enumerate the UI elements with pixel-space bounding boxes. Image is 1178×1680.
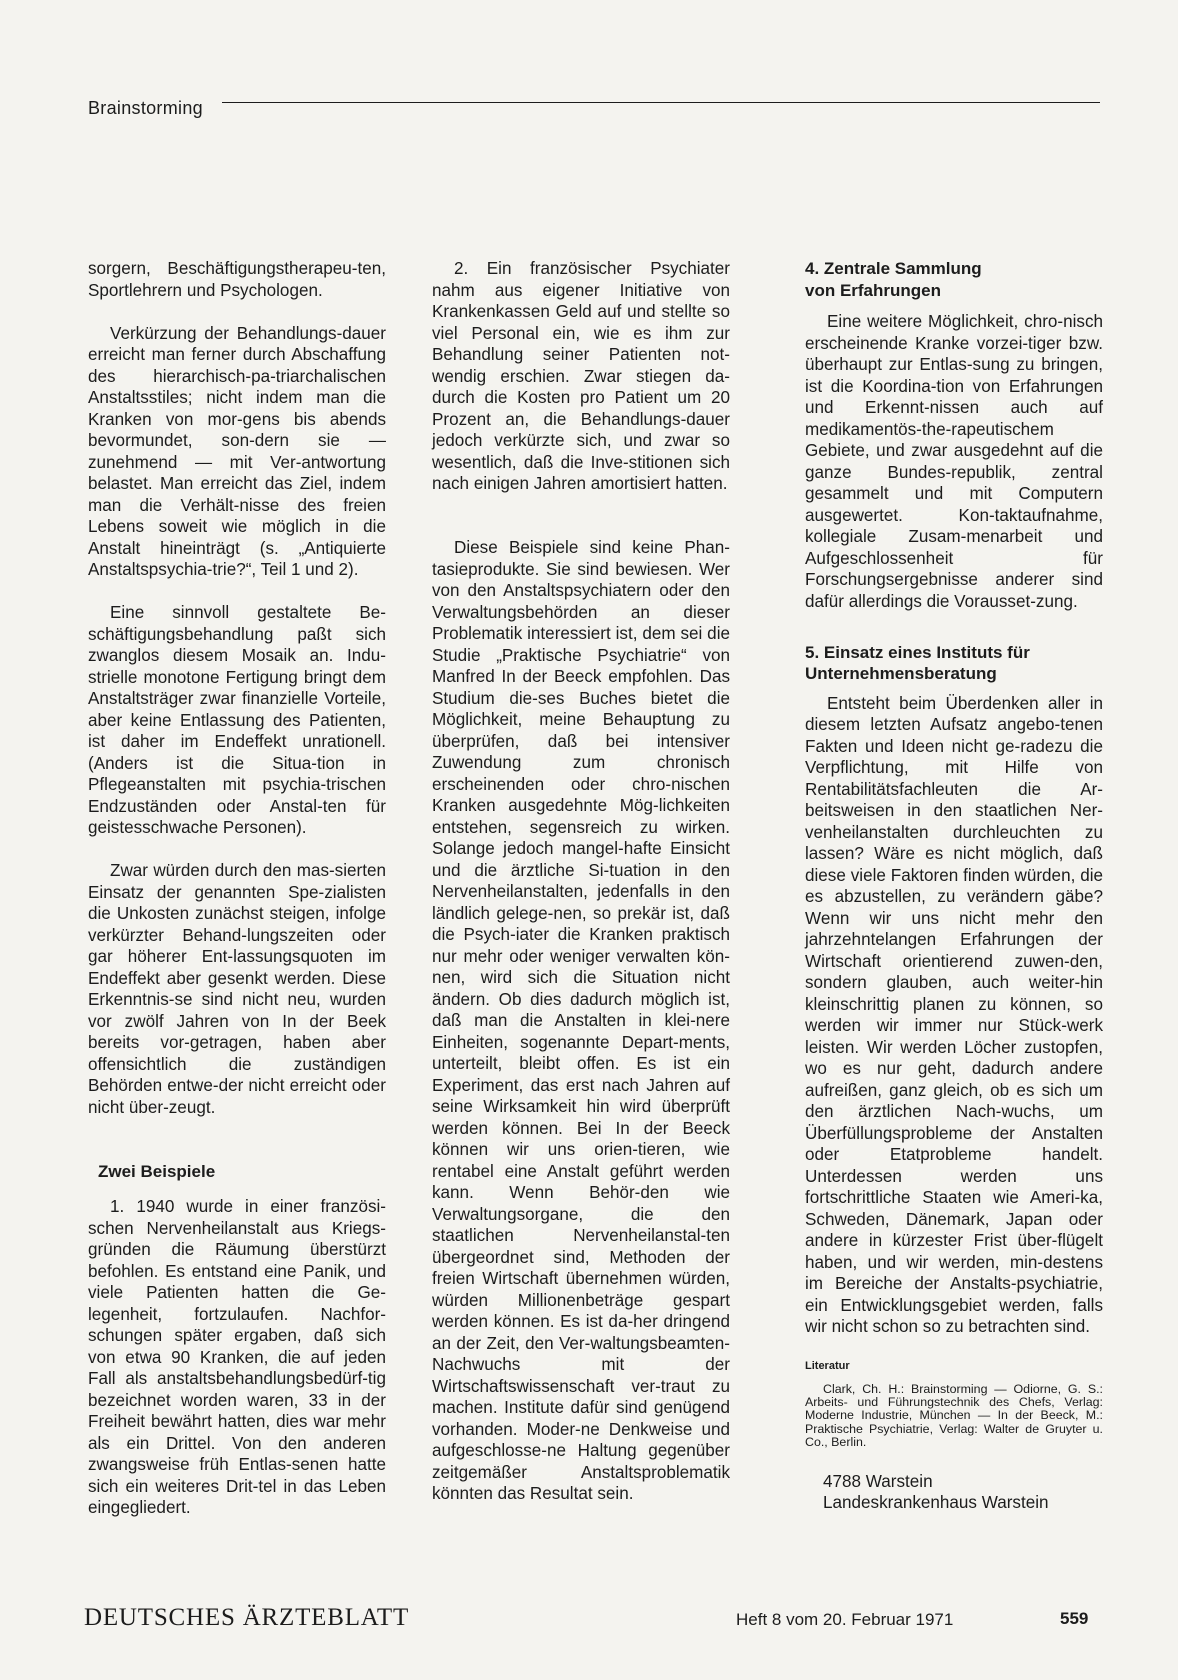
column-2: [432, 258, 730, 1526]
journal-title: DEUTSCHES ÄRZTEBLATT: [84, 1604, 410, 1631]
heading-line: Unternehmensberatung: [805, 664, 997, 683]
section-heading: Zwei Beispiele: [98, 1161, 216, 1181]
paragraph: Eine sinnvoll gestaltete Be-schäftigungsbehandlung paßt sich zwanglos diesem Mosaik an. Indu-strielle monotone Fertigung bringt dem Anstaltsträger zwar finanzielle Vorteile, aber keine Entlassung des Patienten, ist daher im Endeffekt unrationell. (Anders ist die Situa-tion in Pflegeanstalten mit psychia-trischen Endzuständen oder Anstal-ten für geistesschwache Personen).: [88, 603, 386, 837]
heading-line: von Erfahrungen: [805, 280, 942, 300]
paragraph: 2. Ein französischer Psychiater nahm aus eigener Initiative von Krankenkassen Geld auf und stellte so viel Personal ein, wie es ihm zur Behandlung seiner Patienten not-wendig erschien. Zwar stiegen da-durch die Kosten pro Patient um 20 Prozent an, die Behandlungs-dauer jedoch verkürzte sich, und zwar so wesentlich, daß die Inve-stitionen sich nach einigen Jahren amortisiert hatten.: [432, 259, 730, 493]
heading-line: 4. Zentrale Sammlung: [805, 259, 982, 278]
heading-line: 5. Einsatz eines Instituts für: [805, 642, 1030, 662]
paragraph: Eine weitere Möglichkeit, chro-nisch erscheinende Kranke vorzei-tiger bzw. überhaupt zur Entlas-sung zu bringen, ist die Koordina-tion von Erfahrungen und Erkennt-nissen auch auf medikamentös-the-rapeutischem Gebiete, und zwar ausgedehnt auf die ganze Bundes-republik, zentral gesammelt und mit Computern ausgewertet. Kon-taktaufnahme, kollegiale Zusam-menarbeit und Aufgeschlossenheit für Forschungsergebnisse anderer sind dafür allerdings die Vorausset-zung.: [805, 312, 1103, 611]
paragraph: Diese Beispiele sind keine Phan-tasieprodukte. Sie sind bewiesen. Wer von den Anstaltspsychiatern oder den Verwaltungsbehörden an dieser Problematik interessiert ist, dem sei die Studie „Praktische Psychiatrie“ von Manfred In der Beeck empfohlen. Das Studium die-ses Buches bietet die Möglichkeit, meine Behauptung zu überprüfen, daß bei intensiver Zuwendung zum chronisch erscheinenden oder chro-nischen Kranken ausgedehnte Mög-lichkeiten entstehen, segensreich zu wirken. Solange jedoch mangel-hafte Einsicht und die ärztliche Si-tuation in den Nervenheilanstalten, jedenfalls in den ländlich gelege-nen, so prekär ist, daß die Psych-iater die Kranken praktisch nur mehr oder weniger verwalten kön-nen, wird sich die Situation nicht ändern. Ob dies dadurch möglich ist, daß man die Anstalten in klei-nere Einheiten, sogenannte Depart-ments, unterteilt, bleibt offen. Es ist ein Experiment, das erst nach Jahren auf seine Wirksamkeit hin wird überprüft werden können. Bei In der Beeck können wir uns orien-tieren, wie rentabel eine Anstalt geführt werden kann. Wenn Behör-den wie Verwaltungsorgane, die den staatlichen Nervenheilanstal-ten übergeordnet sind, Methoden der freien Wirtschaft übernehmen würden, würden Millionenbeträge gespart werden können. Es ist da-her dringend an der Zeit, den Ver-waltungsbeamten-Nachwuchs mit der Wirtschaftswissenschaft ver-traut zu machen. Institute dafür sind genügend vorhanden. Moder-ne Denkweise und aufgeschlosse-ne Haltung gegenüber zeitgemäßer Anstaltsproblematik könnten das Resultat sein.: [432, 538, 730, 1503]
paragraph: Entsteht beim Überdenken aller in diesem letzten Aufsatz angebo-tenen Fakten und Ideen nicht ge-radezu die Verpflichtung, mit Hilfe von Rentabilitätsfachleuten die Ar-beitsweisen in den staatlichen Ner-venheilanstalten durchleuchten zu lassen? Wäre es nicht möglich, daß diese viele Faktoren finden würden, die es abzustellen, zu verändern gäbe? Wenn wir uns nicht mehr den jahrzehntelangen Erfahrungen der Wirtschaft orientierend zuwen-den, sondern glauben, auch weiter-hin kleinschrittig planen zu können, so werden wir immer nur Stück-werk leisten. Wir werden Löcher zustopfen, wo es nur geht, dadurch andere aufreißen, ganz gleich, ob es sich um den ärztlichen Nach-wuchs, um Überfüllungsprobleme der Anstalten oder Etatprobleme handelt. Unterdessen werden uns fortschrittliche Staaten wie Ameri-ka, Schweden, Dänemark, Japan oder andere in kürzester Frist über-flügelt haben, und wir werden, min-destens im Bereiche der Anstalts-psychiatrie, ein Entwicklungsgebiet werden, falls wir nicht schon so zu betrachten sind.: [805, 693, 1103, 1336]
literature-text: Clark, Ch. H.: Brainstorming — Odiorne, G. S.: Arbeits- und Führungstechnik des Chefs, Verlag: Moderne Industrie, München — In der Beeck, M.: Praktische Psychiatrie, Verlag: Walter de Gruyter u. Co., Berlin.: [805, 1382, 1103, 1449]
paragraph: Verkürzung der Behandlungs-dauer erreicht man ferner durch Abschaffung des hierarchisch-pa-triarchalischen Anstaltsstiles; nicht indem man die Kranken von mor-gens bis abends bevormundet, son-dern sie — zunehmend — mit Ver-antwortung belastet. Man erreicht das Ziel, indem man die Verhält-nisse des freien Lebens soweit wie möglich in die Anstalt hineinträgt (s. „Antiquierte Anstaltspsychia-trie?“, Teil 1 und 2).: [88, 323, 386, 579]
issue-info: Heft 8 vom 20. Februar 1971: [736, 1610, 954, 1629]
paragraph: Zwar würden durch den mas-sierten Einsatz der genannten Spe-zialisten die Unkosten zunächst steigen, infolge verkürzter Behand-lungszeiten oder gar höherer Ent-lassungsquoten im Endeffekt aber gesenkt werden. Diese Erkenntnis-se sind nicht neu, wurden vor zwölf Jahren von In der Beek bereits vor-getragen, haben aber offensichtlich die zuständigen Behörden entwe-der nicht erreicht oder nicht über-zeugt.: [88, 861, 386, 1117]
author-address: [805, 1471, 1103, 1514]
column-1: [88, 258, 386, 1540]
page-number: 559: [1060, 1609, 1089, 1628]
paragraph: 1. 1940 wurde in einer französi-schen Nervenheilanstalt aus Kriegs-gründen die Räumung überstürzt befohlen. Es entstand eine Panik, und viele Patienten hatten die Ge-legenheit, fortzulaufen. Nachfor-schungen später ergaben, daß sich von etwa 90 Kranken, die auf jeden Fall als anstaltsbehandlungsbedürf-tig bezeichnet worden waren, 33 in der Freiheit bewährt hatten, dies war mehr als ein Drittel. Von den anderen zwangsweise früh Entlas-senen hatte sich ein weiteres Drit-tel in das Leben eingegliedert.: [88, 1197, 386, 1517]
header-rule: [222, 102, 1100, 103]
section-heading: [805, 258, 1103, 301]
section-heading: [805, 642, 1103, 685]
section-header: Brainstorming: [88, 98, 203, 118]
literature-heading: Literatur: [805, 1360, 850, 1372]
address-line: 4788 Warstein: [823, 1471, 933, 1491]
paragraph: sorgern, Beschäftigungstherapeu-ten, Sportlehrern und Psychologen.: [88, 259, 386, 300]
column-3: [805, 258, 1103, 1514]
address-line: Landeskrankenhaus Warstein: [823, 1493, 1049, 1513]
